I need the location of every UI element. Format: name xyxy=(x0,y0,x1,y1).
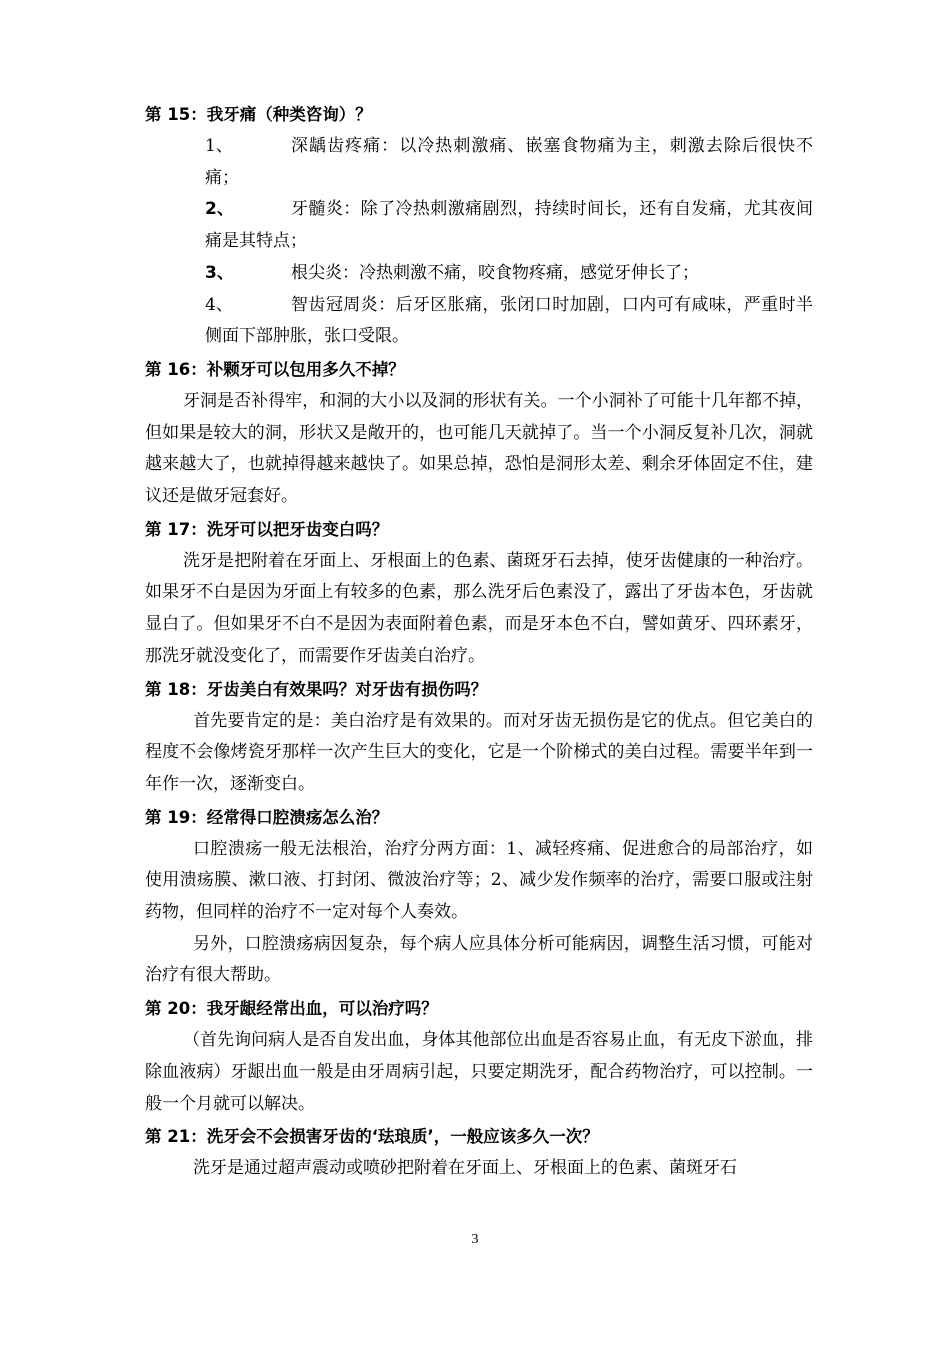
list-item-number: 1、 xyxy=(205,136,233,156)
list-item-number: 2、 xyxy=(205,199,234,220)
list-item-text: 根尖炎：冷热刺激不痛，咬食物疼痛，感觉牙伸长了； xyxy=(291,262,699,283)
list-item-text: 深龋齿疼痛：以冷热刺激痛、嵌塞食物痛为主，刺激去除后很快不痛； xyxy=(205,136,813,188)
heading-q15: 第 15：我牙痛（种类咨询）？ xyxy=(145,105,372,124)
heading-q21: 第 21：洗牙会不会损害牙齿的‘珐琅质’，一般应该多久一次？ xyxy=(145,1127,599,1147)
heading-q17: 第 17：洗牙可以把牙齿变白吗？ xyxy=(145,519,389,539)
list-item-text: 智齿冠周炎：后牙区胀痛，张闭口时加剧，口内可有咸味，严重时半侧面下部肿胀，张口受限。 xyxy=(205,294,813,347)
paragraph-q19-treatment: 口腔溃疡一般无法根治，治疗分两方面：1、减轻疼痛、促进愈合的局部治疗，如使用溃疡膜、漱口液、打封闭、微波治疗等；2、减少发作频率的治疗，需要口服或注射药物，但同样的治疗不一定对每个人奏效。 xyxy=(145,838,813,923)
heading-q19: 第 19：经常得口腔溃疡怎么治？ xyxy=(145,807,389,827)
heading-q20: 第 20：我牙龈经常出血，可以治疗吗？ xyxy=(145,999,438,1019)
paragraph-q21: 洗牙是通过超声震动或喷砂把附着在牙面上、牙根面上的色素、菌斑牙石 xyxy=(193,1158,737,1179)
paragraph-q20: （首先询问病人是否自发出血，身体其他部位出血是否容易止血，有无皮下淤血，排除血液病）牙龈出血一般是由牙周病引起，只要定期洗牙，配合药物治疗，可以控制。一般一个月就可以解决。 xyxy=(145,1030,813,1114)
list-item-number: 3、 xyxy=(205,262,234,283)
page-content xyxy=(145,98,813,1185)
paragraph-q16: 牙洞是否补得牢，和洞的大小以及洞的形状有关。一个小洞补了可能十几年都不掉，但如果是较大的洞，形状又是敞开的，也可能几天就掉了。当一个小洞反复补几次，洞就越来越大了，也就掉得越来越快了。如果总掉，恐怕是洞形太差、剩余牙体固定不住，建议还是做牙冠套好。 xyxy=(145,390,813,507)
list-item xyxy=(145,131,813,194)
list-item xyxy=(145,194,813,257)
list-item xyxy=(145,258,813,290)
paragraph-q19-note: 另外，口腔溃疡病因复杂，每个病人应具体分析可能病因，调整生活习惯，可能对治疗有很大帮助。 xyxy=(145,933,813,986)
paragraph-q18: 首先要肯定的是：美白治疗是有效果的。而对牙齿无损伤是它的优点。但它美白的程度不会像烤瓷牙那样一次产生巨大的变化，它是一个阶梯式的美白过程。需要半年到一年作一次，逐渐变白。 xyxy=(145,710,813,794)
list-item-number: 4、 xyxy=(205,294,233,315)
heading-q16: 第 16：补颗牙可以包用多久不掉？ xyxy=(145,359,405,379)
heading-q18: 第 18：牙齿美白有效果吗？对牙齿有损伤吗？ xyxy=(145,679,488,699)
page-number: 3 xyxy=(471,1232,479,1247)
paragraph-q17: 洗牙是把附着在牙面上、牙根面上的色素、菌斑牙石去掉，使牙齿健康的一种治疗。如果牙不白是因为牙面上有较多的色素，那么洗牙后色素没了，露出了牙齿本色，牙齿就显白了。但如果牙不白不是因为表面附着色素，而是牙本色不白，譬如黄牙、四环素牙，那洗牙就没变化了，而需要作牙齿美白治疗。 xyxy=(145,550,813,666)
list-item-text: 牙髓炎：除了冷热刺激痛剧烈，持续时间长，还有自发痛，尤其夜间痛是其特点； xyxy=(205,199,813,252)
list-item xyxy=(145,290,813,353)
